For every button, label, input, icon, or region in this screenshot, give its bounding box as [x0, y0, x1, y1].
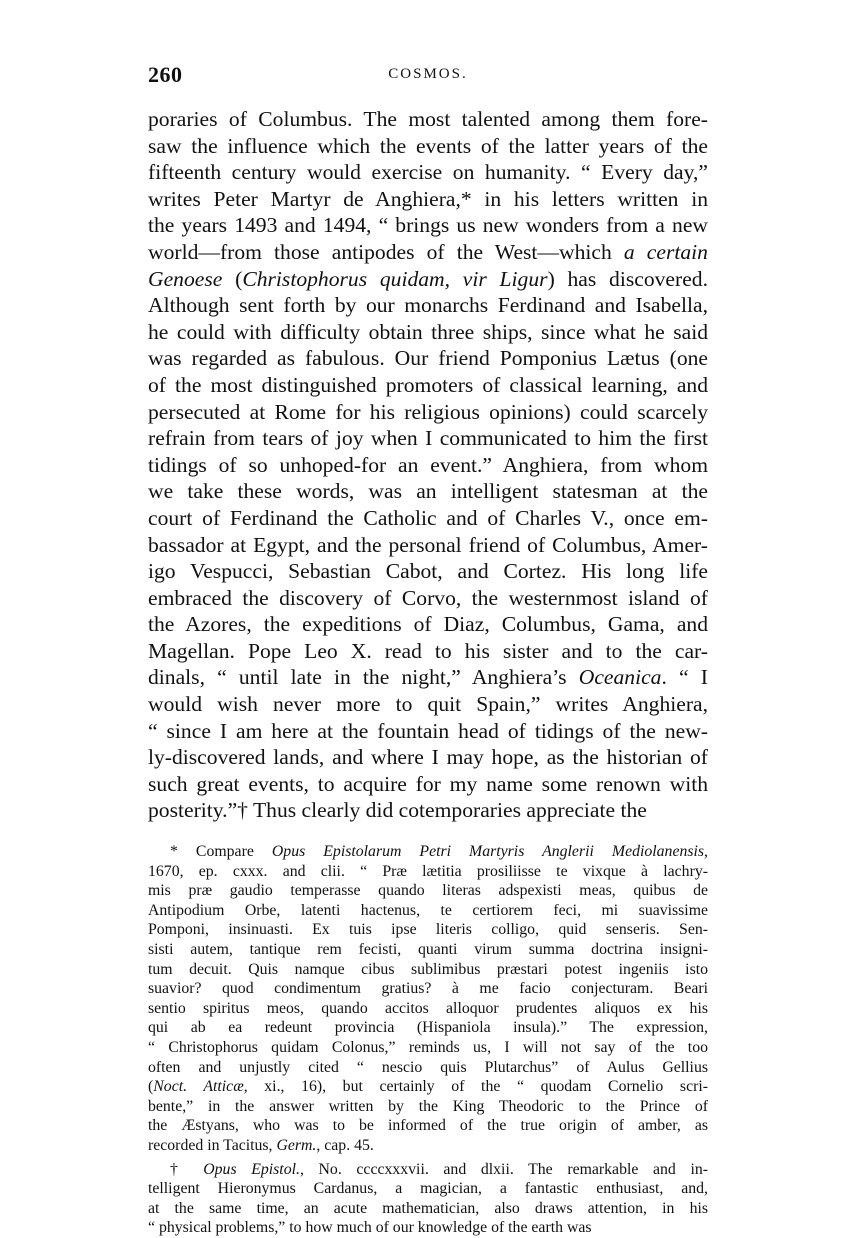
footnote-line: sentio spiritus meos, quando accitos alloquor prudentes aliquos ex his [148, 999, 708, 1017]
running-title: COSMOS. [388, 66, 468, 82]
footnote-line: tum decuit. Quis namque cibus sublimibus præstari potest ingeniis isto [148, 960, 708, 978]
footnotes [148, 842, 708, 1238]
footnote-compare-opus-epistolarum [148, 842, 708, 1156]
footnote-line: at the same time, an acute mathematician, also draws attention, in his [148, 1199, 708, 1217]
body-text-line: the years 1493 and 1494, “ brings us new wonders from a new [148, 213, 708, 238]
body-text-line: persecuted at Rome for his religious opinions) could scarcely [148, 399, 708, 424]
footnote-line: mis præ gaudio temperasse quando literas adspexisti meas, quibus de [148, 882, 708, 900]
body-text-line: tidings of so unhoped-for an event.” Anghiera, from whom [148, 452, 708, 477]
body-text-line: dinals, “ until late in the night,” Anghiera’s Oceanica. “ I [148, 665, 708, 690]
footnote-line: often and unjustly cited “ nescio quis Plutarchus” of Aulus Gellius [148, 1058, 708, 1076]
footnote-line: “ Christophorus quidam Colonus,” reminds us, I will not say of the too [148, 1038, 708, 1056]
book-page [148, 62, 708, 1238]
footnote-line: Antipodium Orbe, latenti hactenus, te certiorem feci, mi suavissime [148, 901, 708, 919]
body-text-line: he could with difficulty obtain three ships, since what he said [148, 319, 708, 344]
running-head [148, 62, 708, 96]
body-text-line: was regarded as fabulous. Our friend Pomponius Lætus (one [148, 346, 708, 371]
body-text-line: Although sent forth by our monarchs Ferdinand and Isabella, [148, 293, 708, 318]
body-text-line: we take these words, was an intelligent statesman at the [148, 479, 708, 504]
footnote-opus-epistol [148, 1160, 708, 1238]
footnote-line: * Compare Opus Epistolarum Petri Martyris Anglerii Mediolanensis, [170, 843, 708, 861]
body-text-line: of the most distinguished promoters of classical learning, and [148, 372, 708, 397]
body-text-line: would wish never more to quit Spain,” writes Anghiera, [148, 692, 708, 717]
body-text-line: ly-discovered lands, and where I may hope, as the historian of [148, 745, 708, 770]
footnote-line: (Noct. Atticæ, xi., 16), but certainly of the “ quodam Cornelio scri- [148, 1078, 709, 1096]
body-text-line: Magellan. Pope Leo X. read to his sister and to the car- [148, 638, 708, 663]
footnote-line: telligent Hieronymus Cardanus, a magician, a fantastic enthusiast, and, [148, 1180, 708, 1198]
footnote-line: † Opus Epistol., No. ccccxxxvii. and dlxii. The remarkable and in- [170, 1160, 708, 1178]
body-text-line: such great events, to acquire for my name some renown with [148, 771, 708, 796]
body-text-line: fifteenth century would exercise on humanity. “ Every day,” [148, 160, 708, 185]
body-text-line: posterity.”† Thus clearly did cotemporaries appreciate the [148, 798, 647, 823]
footnote-line: recorded in Tacitus, Germ., cap. 45. [148, 1136, 374, 1154]
footnote-line: bente,” in the answer written by the King Theodoric to the Prince of [148, 1097, 708, 1115]
body-text-line: world—from those antipodes of the West—which a certain [148, 239, 708, 264]
body-text-line: poraries of Columbus. The most talented among them fore- [148, 107, 708, 131]
body-text-line: writes Peter Martyr de Anghiera,* in his letters written in [148, 186, 708, 211]
footnote-line: Pomponi, insinuasti. Ex tuis ipse literis colligo, quid senseris. Sen- [148, 921, 708, 939]
footnote-line: qui ab ea redeunt provincia (Hispaniola insula).” The expression, [148, 1019, 708, 1037]
body-text-line: Genoese (Christophorus quidam, vir Ligur) has discovered. [148, 266, 708, 291]
footnote-line: suavior? quod condimentum gratius? à me facio conjecturam. Beari [148, 980, 708, 998]
body-text-line: embraced the discovery of Corvo, the westernmost island of [148, 585, 708, 610]
footnote-line: the Æstyans, who was to be informed of the true origin of amber, as [148, 1117, 708, 1135]
footnote-line: “ physical problems,” to how much of our knowledge of the earth was [148, 1219, 592, 1237]
body-text-line: “ since I am here at the fountain head of tidings of the new- [148, 718, 708, 743]
body-text-line: court of Ferdinand the Catholic and of Charles V., once em- [148, 505, 708, 530]
page-number: 260 [148, 62, 183, 87]
body-text-line: bassador at Egypt, and the personal friend of Columbus, Amer- [148, 532, 708, 557]
footnote-line: 1670, ep. cxxx. and clii. “ Præ lætitia prosiliisse te vixque à lachry- [148, 862, 708, 880]
body-text-line: saw the influence which the events of the latter years of the [148, 133, 708, 158]
body-text [148, 106, 708, 824]
body-text-line: refrain from tears of joy when I communicated to him the first [148, 426, 708, 451]
body-text-line: the Azores, the expeditions of Diaz, Columbus, Gama, and [148, 612, 708, 637]
body-text-line: igo Vespucci, Sebastian Cabot, and Cortez. His long life [148, 559, 708, 584]
footnote-line: sisti autem, tantique rem fecisti, quanti virum summa doctrina insigni- [148, 941, 708, 958]
